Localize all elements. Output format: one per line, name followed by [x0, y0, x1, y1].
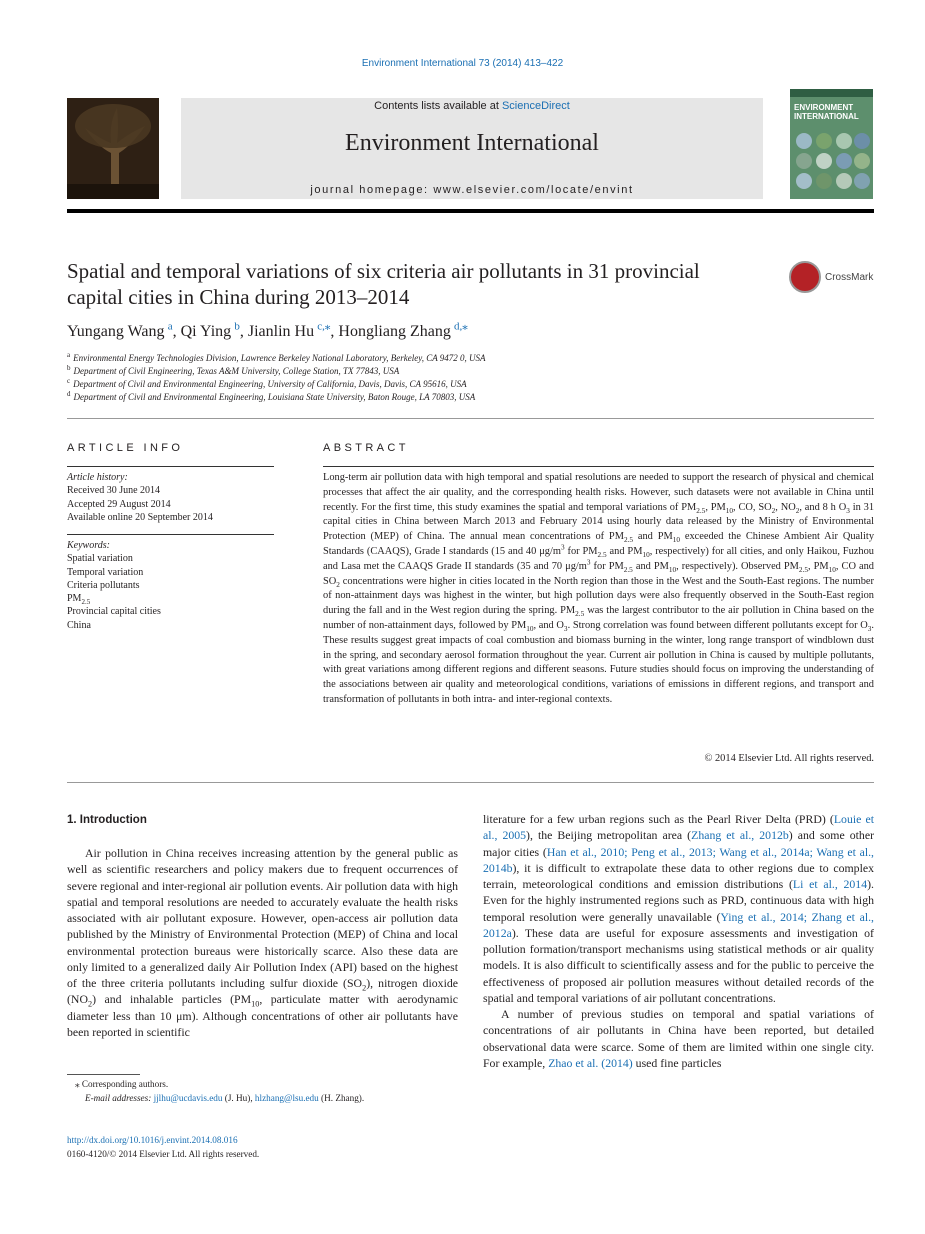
author-name: Jianlin Hu: [247, 323, 315, 340]
journal-title: Environment International: [345, 130, 599, 156]
contents-line: Contents lists available at ScienceDirect: [374, 100, 570, 112]
keyword: Criteria pollutants: [67, 579, 140, 591]
author-affiliation-link[interactable]: a: [167, 320, 173, 333]
affiliation: $^c$ Department of Civil and Environmental Engineering, University of California, Davis, Davis, CA 95616, USA: [67, 377, 467, 389]
author-name: Hongliang Zhang: [338, 323, 451, 340]
author-name: Qi Ying: [180, 323, 232, 340]
citation-link[interactable]: Louie et al., 2005: [483, 812, 874, 843]
divider: [67, 418, 874, 419]
doi-block: [67, 1134, 259, 1161]
author-affiliation-link[interactable]: b: [234, 320, 240, 333]
copyright-notice: © 2014 Elsevier Ltd. All rights reserved.: [704, 753, 874, 764]
journal-homepage[interactable]: journal homepage: www.elsevier.com/locate/envint: [310, 184, 634, 196]
author-name: Yungang Wang: [67, 323, 165, 340]
citation-link[interactable]: Zhao et al. (2014): [548, 1055, 633, 1070]
divider: [323, 466, 874, 467]
issn-copyright: 0160-4120/© 2014 Elsevier Ltd. All rights reserved.: [67, 1148, 260, 1159]
author-affiliation-link[interactable]: c,⁎: [317, 320, 331, 333]
affiliation: $^d$ Department of Civil and Environmental Engineering, Louisiana State University, Baton Rouge, LA 70803, USA: [67, 390, 476, 402]
footnote: ⁎ Corresponding authors. E-mail addresses: jjlhu@ucdavis.edu (J. Hu), hlzhang@lsu.edu (H. Zhang).: [75, 1079, 365, 1103]
doi-link[interactable]: http://dx.doi.org/10.1016/j.envint.2014.08.016: [67, 1135, 238, 1145]
affiliation: $^b$ Department of Civil Engineering, Texas A&M University, College Station, TX 77843, USA: [67, 364, 400, 376]
cover-title: ENVIRONMENT INTERNATIONAL: [794, 103, 859, 121]
keyword: Spatial variation: [67, 553, 133, 565]
divider: [67, 782, 874, 783]
abstract-text: Long-term air pollution data with high temporal and spatial resolutions are needed to support the research of physical and chemical processes that affect the air quality, and the corresponding health risks. However, such datasets were not available in China until recently. For the first time, this study examines the spatial and temporal variations of $PM_{2.5}$, $PM_{10}$, CO, $SO_2$, $NO_2$, and 8 h $O_3$ in 31 capital cities in China between March 2013 and February 2014 using hourly data released by the Ministry of Environmental Protection (MEP) of China. The annual mean concentrations of $PM_{2.5}$ and $PM_{10}$ exceeded the Chinese Ambient Air Quality Standards (CAAQS), Grade I standards (15 and 40 $\mu g/m^3$ for $PM_{2.5}$ and $PM_{10}$, respectively) for all cities, and only Haikou, Fuzhou and Lasa met the CAAQS Grade II standards (35 and 70 $\mu g/m^3$ for $PM_{2.5}$ and $PM_{10}$, respectively). Observed $PM_{2.5}$, $PM_{10}$, CO and $SO_2$ concentrations were higher in cities located in the North region than those in the West and the South-East regions. The number of non-attainment days was highest in the winter, but high pollution days were also frequently observed in the South-East region during the fall and in the West region during the spring. $PM_{2.5}$ was the largest contributor to the air pollution in China based on the number of non-attainment days, followed by $PM_{10}$, and $O_3$. Strong correlation was found between different pollutants except for $O_3$. These results suggest great impacts of coal combustion and biomass burning in the winter, long range transport of windblown dust in the spring, and secondary aerosol formation throughout the year. Current air pollution in China is caused by multiple pollutants, with great variations among different regions and different seasons. Future studies should focus on improving the understanding of the associations between air quality and meteorological conditions, variations of emissions in different regions, and transport and transformation of pollutants in both intra- and inter-regional contexts.: [323, 472, 875, 705]
article-history: Article history: Received 30 June 2014 Accepted 29 August 2014 Available online 20 September 2014: [67, 472, 213, 523]
keyword: $PM_{2.5}$: [67, 593, 91, 607]
header-rule: [67, 209, 874, 213]
crossmark-label: CrossMark: [825, 272, 874, 283]
article-info-heading: ARTICLE INFO: [67, 442, 184, 454]
citation-link[interactable]: Li et al., 2014: [792, 877, 868, 891]
email-link[interactable]: jjlhu@ucdavis.edu: [153, 1092, 223, 1103]
section-heading: 1. Introduction: [67, 814, 147, 826]
affiliation: $^a$ Environmental Energy Technologies Division, Lawrence Berkeley National Laboratory, Berkeley, CA 9472 0, USA: [67, 351, 486, 363]
abstract-heading: ABSTRACT: [323, 442, 409, 454]
footnote-rule: [67, 1074, 140, 1075]
elsevier-tree-icon: [67, 98, 159, 199]
journal-masthead: [181, 98, 763, 199]
citation-link[interactable]: Zhang et al., 2012b: [691, 828, 789, 843]
crossmark-badge[interactable]: [789, 261, 879, 295]
citation-link[interactable]: Ying et al., 2014; Zhang et al., 2012a: [483, 909, 874, 940]
email-link[interactable]: hlzhang@lsu.edu: [254, 1092, 319, 1103]
elsevier-logo: [67, 98, 159, 199]
keywords: Keywords: Spatial variation Temporal variation Criteria pollutants $PM_{2.5}$ Provincial capital cities China: [67, 539, 274, 632]
keyword: China: [67, 619, 91, 631]
sciencedirect-link[interactable]: ScienceDirect: [501, 100, 570, 112]
body-column-left: Air pollution in China receives increasing attention by the general public as well as scientific researchers and policy makers due to frequent occurrences of severe regional and inter-regional air pollution events. Air pollution data with high spatial and temporal resolutions are needed to accurately evaluate the health risks associated with air pollutant exposure. However, open-access air pollution data published by the Ministry of Environmental Protection (MEP) of China and local environmental protection bureaus were historically scarce. Also these data are only limited to a generalized daily Air Pollution Index (API) based on the highest of the three criteria pollutants including sulfur dioxide $(SO_2)$, nitrogen dioxide $(NO_2)$ and inhalable particles ($PM_{10}$, particulate matter with aerodynamic diameter less than 10 μm). Although concentrations of other air pollutants have been reported in scientific: [67, 846, 458, 1039]
keyword: Provincial capital cities: [67, 606, 161, 618]
divider: [67, 534, 274, 535]
keyword: Temporal variation: [67, 566, 144, 578]
divider: [67, 466, 274, 467]
citation-link[interactable]: Han et al., 2010; Peng et al., 2013; Wang et al., 2014a; Wang et al., 2014b: [483, 844, 874, 875]
article-title: Spatial and temporal variations of six criteria air pollutants in 31 provincial capital cities in China during 2013–2014: [67, 259, 700, 309]
body-column-right: literature for a few urban regions such as the Pearl River Delta (PRD) (Louie et al., 2005), the Beijing metropolitan area (Zhang et al., 2012b) and some other major cities (Han et al., 2010; Peng et al., 2013; Wang et al., 2014a; Wang et al., 2014b), it is difficult to extrapolate these data to other regions due to complex terrain, meteorological conditions and emission distributions (Li et al., 2014). Even for the highly instrumented regions such as PRD, continuous data with high temporal resolution were generally unavailable (Ying et al., 2014; Zhang et al., 2012a). These data are useful for exposure assessments and investigation of pollution formation/transport mechanisms using statistical methods or air quality models. It is also difficult to scientifically assess and for the public to perceive the effectiveness of proposed air pollution measures without detailed records of the spatial and temporal variations of air pollutant concentrations. A number of previous studies on temporal and spatial variations of concentrations of air pollutants in China have been reported, but detailed observational data were scarce. Some of them are limited within one single city. For example, Zhao et al. (2014) used fine particles: [483, 812, 874, 1070]
crossmark-icon: [789, 261, 821, 293]
journal-cover-thumbnail[interactable]: [790, 89, 873, 199]
author-affiliation-link[interactable]: d,⁎: [454, 320, 468, 333]
journal-reference-link[interactable]: Environment International 73 (2014) 413–422: [361, 58, 564, 69]
author-list: Yungang Wang $^a$, Qi Ying $^b$, Jianlin Hu $^{c,⁎}$, Hongliang Zhang $^{d,⁎}$: [67, 320, 468, 340]
